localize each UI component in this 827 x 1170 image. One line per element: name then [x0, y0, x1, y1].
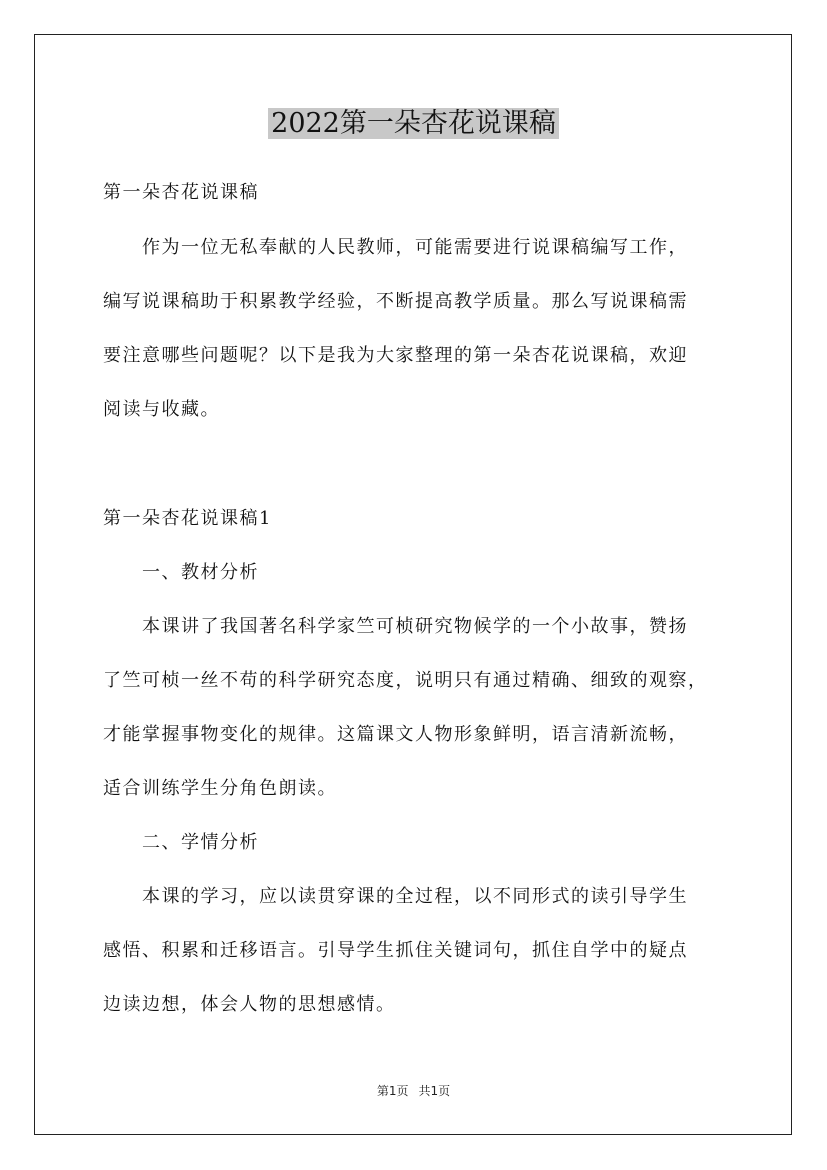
document-subtitle: 第一朵杏花说课稿 [103, 182, 259, 203]
page-total: 共1页 [418, 1084, 451, 1098]
para1-line-4: 适合训练学生分角色朗读。 [103, 778, 337, 799]
intro-line-4: 阅读与收藏。 [103, 399, 220, 420]
section-title: 第一朵杏花说课稿1 [103, 508, 272, 529]
page-footer [0, 1083, 827, 1099]
para2-line-3: 边读边想，体会人物的思想感情。 [103, 994, 396, 1015]
para2-line-1: 本课的学习，应以读贯穿课的全过程，以不同形式的读引导学生 [142, 886, 688, 907]
para2-line-2: 感悟、积累和迁移语言。引导学生抓住关键词句，抓住自学中的疑点 [103, 940, 688, 961]
heading-learning-analysis: 二、学情分析 [142, 832, 259, 853]
intro-line-3: 要注意哪些问题呢？以下是我为大家整理的第一朵杏花说课稿，欢迎 [103, 345, 688, 366]
para1-line-1: 本课讲了我国著名科学家竺可桢研究物候学的一个小故事，赞扬 [142, 616, 688, 637]
page-number: 第1页 [376, 1084, 409, 1098]
intro-line-2: 编写说课稿助于积累教学经验，不断提高教学质量。那么写说课稿需 [103, 291, 688, 312]
para1-line-2: 了竺可桢一丝不苟的科学研究态度，说明只有通过精确、细致的观察， [103, 670, 708, 691]
intro-line-1: 作为一位无私奉献的人民教师，可能需要进行说课稿编写工作， [142, 237, 688, 258]
para1-line-3: 才能掌握事物变化的规律。这篇课文人物形象鲜明，语言清新流畅， [103, 724, 688, 745]
document-title [0, 104, 827, 144]
heading-textbook-analysis: 一、教材分析 [142, 562, 259, 583]
document-title-text: 2022第一朵杏花说课稿 [268, 108, 559, 139]
